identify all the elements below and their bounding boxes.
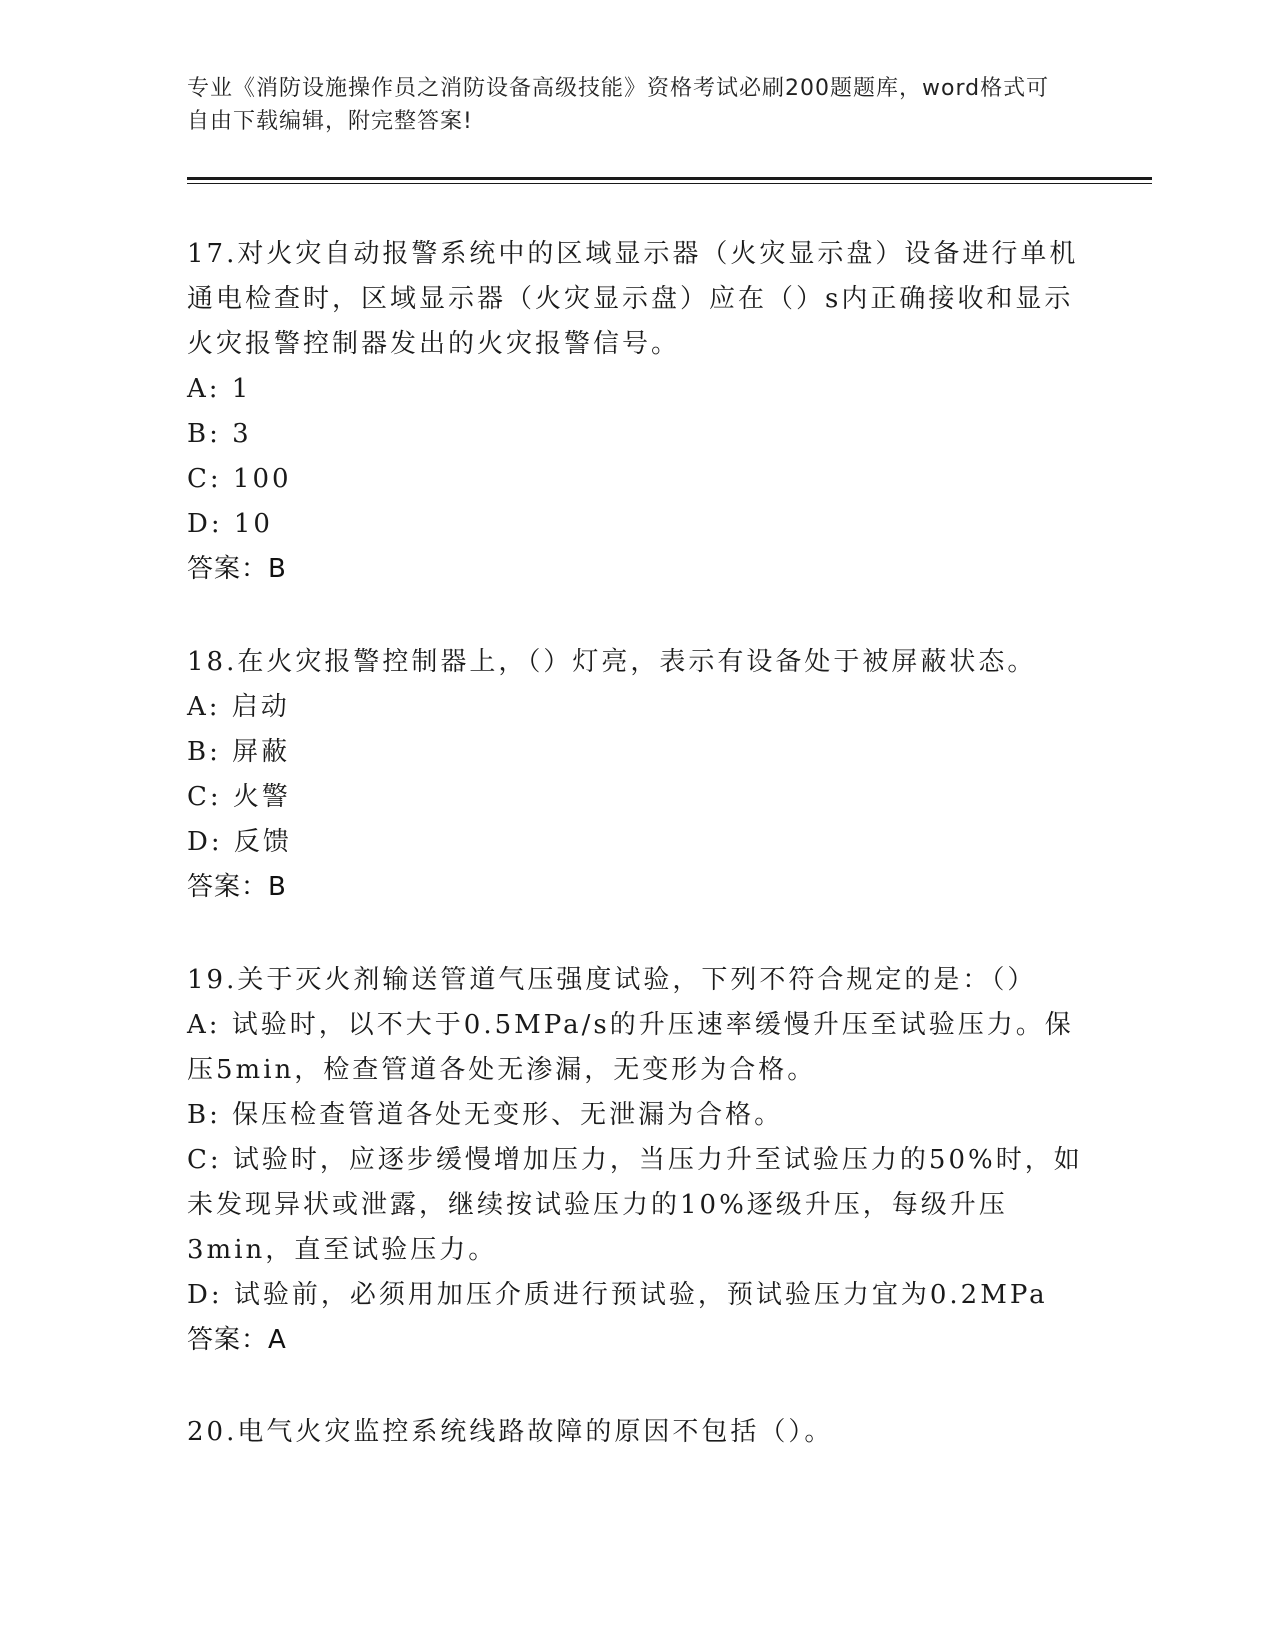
option-c: C: 试验时，应逐步缓慢增加压力，当压力升至试验压力的50%时，如未发现异状或泄露，继续按试验压力的10%逐级升压，每级升压3min，直至试验压力。 (187, 1145, 1083, 1265)
option-c: C: 火警 (187, 782, 291, 812)
question-stem: 18.在火灾报警控制器上，（）灯亮，表示有设备处于被屏蔽状态。 (187, 647, 1037, 677)
option-a: A: 试验时，以不大于0.5MPa/s的升压速率缓慢升压至试验压力。保压5min，检查管道各处无渗漏，无变形为合格。 (187, 1010, 1074, 1085)
question-19 (187, 958, 1087, 1363)
question-stem: 19.关于灭火剂输送管道气压强度试验，下列不符合规定的是：（） (187, 965, 1037, 995)
question-20 (187, 1410, 1087, 1455)
option-d: D: 10 (187, 509, 273, 539)
option-d: D: 试验前，必须用加压介质进行预试验，预试验压力宜为0.2MPa (187, 1280, 1048, 1310)
option-d: D: 反馈 (187, 827, 292, 857)
question-stem: 20.电气火灾监控系统线路故障的原因不包括（）。 (187, 1417, 834, 1447)
header-divider-thick (187, 177, 1152, 180)
answer-label: 答案：A (187, 1325, 287, 1355)
question-17 (187, 232, 1087, 592)
header-divider-thin (187, 183, 1152, 184)
question-stem: 17.对火灾自动报警系统中的区域显示器（火灾显示盘）设备进行单机通电检查时，区域显示器（火灾显示盘）应在（）s内正确接收和显示火灾报警控制器发出的火灾报警信号。 (187, 239, 1079, 359)
option-a: A: 1 (187, 374, 252, 404)
option-b: B: 屏蔽 (187, 737, 291, 767)
question-18 (187, 640, 1087, 910)
option-c: C: 100 (187, 464, 292, 494)
option-b: B: 3 (187, 419, 252, 449)
answer-label: 答案：B (187, 872, 287, 902)
option-b: B: 保压检查管道各处无变形、无泄漏为合格。 (187, 1100, 784, 1130)
document-header (187, 72, 1067, 138)
answer-label: 答案：B (187, 554, 287, 584)
header-intro-text: 专业《消防设施操作员之消防设备高级技能》资格考试必刷200题题库，word格式可自由下载编辑，附完整答案! (187, 76, 1050, 134)
option-a: A: 启动 (187, 692, 290, 722)
